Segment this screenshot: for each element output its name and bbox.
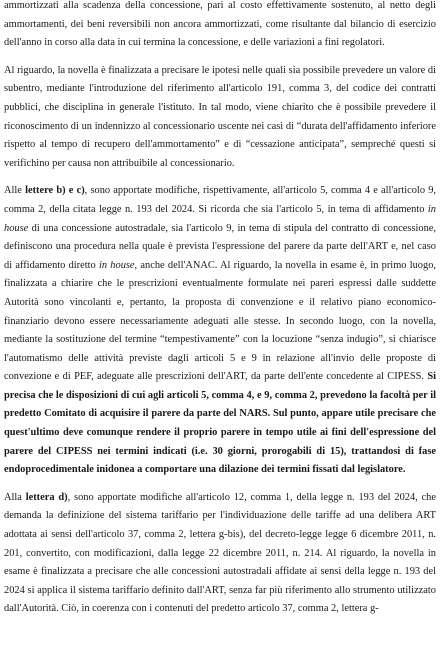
body-text: Al riguardo, la novella è finalizzata a precisare le ipotesi nelle quali sia possibile prevedere un valore di subentro, mediante l'introduzione del riferimento all'articolo 191, comma 3, del codice dei contratti pubblici, che disciplina in generale l'istituto. In tal modo, viene chiarito che è possibile prevedere il riconoscimento di un indennizzo al concessionario uscente nei casi di “durata dell'affidamento inferiore rispetto al tempo di recupero dell'ammortamento” e di “cessazione anticipata”, sempreché questi si verifichino per causa non attribuibile al concessionario. xyxy=(4,64,436,169)
body-text: Alla xyxy=(4,491,26,503)
paragraph-letter-d xyxy=(4,489,436,619)
body-text: , sono apportate modifiche all'articolo 12, comma 1, della legge n. 193 del 2024, che demanda la definizione del sistema tariffario per l'individuazione delle tariffe ad una delibera ART adottata ai sensi dell'articolo 37, comma 2, lettera g-bis), del decreto-legge legge 6 dicembre 2011, n. 201, convertito, con modificazioni, dalla legge 22 dicembre 2011, n. 214. Al riguardo, la novella in esame è finalizzata a precisare che alle concessioni autostradali affidate ai sensi della legge n. 193 del 2024 si applica il sistema tariffario definito dall'ART, senza far più riferimento allo strumento utilizzato dall'Autorità. Ciò, in coerenza con i contenuti del predetto articolo 37, comma 2, lettera g- xyxy=(4,491,436,615)
bold-text: lettera d) xyxy=(25,491,68,503)
paragraph-letters-b-c xyxy=(4,182,436,480)
body-text: ammortizzati alla scadenza della concessione, pari al costo effettivamente sostenuto, al netto degli ammortamenti, dei beni reversibili non ancora ammortizzati, come risultante dal bilancio di esercizio dell'anno in corso alla data in cui termina la concessione, e delle variazioni a fini regolatori. xyxy=(4,0,436,49)
bold-text: Si precisa che le disposizioni di cui agli articoli 5, comma 4, e 9, comma 2, prevedono la facoltà per il predetto Comitato di acquisire il parere da parte del NARS. Sul punto, appare utile precisare che quest'ultimo deve comunque rendere il proprio parere in tempo utile ai fini dell'espressione del parere del CIPESS nei termini indicati (i.e. 30 giorni, prorogabili di 15), trattandosi di fase endoprocedimentale inidonea a comportare una dilazione dei termini fissati dal legislatore. xyxy=(4,371,436,476)
body-text: , sono apportate modifiche, rispettivamente, all'articolo 5, comma 4 e all'articolo 9, comma 2, della citata legge n. 193 del 2024. Si ricorda che sia l'articolo 5, in tema di affidamento xyxy=(4,185,436,215)
bold-text: lettere b) e c) xyxy=(25,185,85,197)
italic-text: in house xyxy=(4,203,436,234)
paragraph-subentro-value xyxy=(4,62,436,174)
paragraph-regulatory-value xyxy=(4,0,436,53)
body-text: Alle xyxy=(4,185,26,197)
body-text: , anche dell'ANAC. Al riguardo, la novella in esame è, in primo luogo, finalizzata a chiarire che le prescrizioni eventualmente formulate nei pareri espressi dalle suddette Autorità sono vincolanti e, pertanto, la proposta di convenzione e il relativo piano economico-finanziario devono essere necessariamente adeguati alle stesse. In secondo luogo, con la novella, mediante la sostituzione del termine “tempestivamente” con la locuzione “senza indugio”, si chiarisce l'automatismo delle attività previste dagli articoli 5 e 9 in relazione all'invio delle proposte di convezione e di PEF, adeguate alle prescrizioni dell'ART, da parte dell'ente concedente al CIPESS. xyxy=(4,259,436,383)
italic-text: in house xyxy=(98,259,135,271)
body-text: di una concessione autostradale, sia l'articolo 9, in tema di stipula del contratto di concessione, definiscono una procedura nella quale è prevista l'espressione del parere da parte dell'ART e, nel caso di affidamento diretto xyxy=(4,222,436,271)
